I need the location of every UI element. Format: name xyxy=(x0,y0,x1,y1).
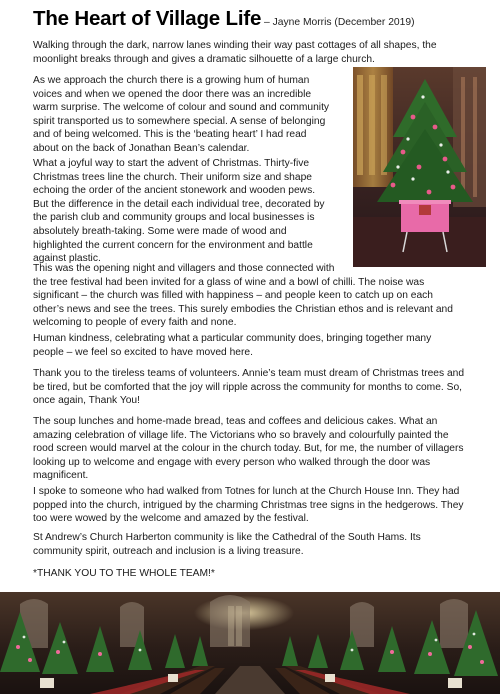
text-line: highlighted the current concern for the environment and battle xyxy=(33,239,313,251)
paragraph-thanks xyxy=(33,367,473,408)
paragraph-st-andrews xyxy=(33,531,473,558)
paragraph-soup-lunches xyxy=(33,415,473,483)
text-line: rood screen would marvel at the colour in the church today. But, for me, the number of villagers xyxy=(33,443,464,455)
text-line: As we approach the church there is a growing hum of human xyxy=(33,75,310,86)
text-line: significant – the church was filled with happiness – and people keen to catch up on each xyxy=(33,290,434,302)
text-line: moonlight breaks through and gives a dramatic silhouette of a large church. xyxy=(33,53,375,65)
paragraph-approach xyxy=(33,74,345,156)
paragraph-totnes xyxy=(33,485,473,526)
text-line: absolutely breath-taking. Some were made of wood and xyxy=(33,225,287,237)
text-line: Human kindness, celebrating what a particular community does, bringing together many xyxy=(33,333,432,344)
text-line: the tree festival had been invited for a glass of wine and a bowl of chilli. The noise was xyxy=(33,276,425,288)
text-line: Thank you to the tireless teams of volunteers. Annie’s team must dream of Christmas trees and xyxy=(33,368,465,379)
text-line: other’s news and see the trees. This surely embodies the Christian ethos and is relevant and xyxy=(33,303,453,315)
text-line: about on the back of Jonathan Bean’s calendar. xyxy=(33,142,250,154)
text-line: St Andrew’s Church Harberton community is like the Cathedral of the South Hams. Its xyxy=(33,532,421,543)
text-line: amazing celebration of village life. The Victorians who so bravely and colourfully painted the xyxy=(33,429,449,441)
text-line: This was the opening night and villagers and those connected with xyxy=(33,263,335,274)
paragraph-kindness xyxy=(33,332,473,359)
text-line: the parish club and community groups and local businesses is xyxy=(33,212,315,224)
text-line: echoing the order of the ancient stonework and wooden pews. xyxy=(33,185,316,197)
text-line: popped into the church, intrigued by the charming Christmas tree signs in the hedgerows. They xyxy=(33,499,464,511)
paragraph-intro xyxy=(33,39,473,66)
text-line: once again, Thank You! xyxy=(33,395,140,407)
church-panorama-photo xyxy=(0,592,500,694)
text-line: warm surprise. The welcome of colour and sound and community xyxy=(33,102,330,114)
text-line: welcoming to people of every faith and none. xyxy=(33,317,237,329)
article-byline: – Jayne Morris (December 2019) xyxy=(261,17,415,28)
text-line: community spirit, outreach and inclusion is a living treasure. xyxy=(33,545,304,557)
text-line: But the difference in the detail each individual tree, decorated by xyxy=(33,198,325,210)
paragraph-opening-night xyxy=(33,262,473,330)
text-line: and of being welcomed. This is the ‘beating heart’ I had read xyxy=(33,129,307,141)
text-line: voices and when we opened the door there was an incredible xyxy=(33,88,312,100)
text-line: The soup lunches and home-made bread, teas and coffees and delicious cakes. What an xyxy=(33,416,438,427)
text-line: I spoke to someone who had walked from Totnes for lunch at the Church House Inn. They had xyxy=(33,486,460,497)
article-header xyxy=(33,7,415,31)
paragraph-advent xyxy=(33,157,345,266)
text-line: *THANK YOU TO THE WHOLE TEAM!* xyxy=(33,568,215,579)
text-line: people – we feel so excited to have moved here. xyxy=(33,346,253,358)
text-line: spirit transported us to somewhere special. A sense of belonging xyxy=(33,115,326,127)
text-line: Walking through the dark, narrow lanes winding their way past cottages of all shapes, the xyxy=(33,40,437,51)
text-line: looking up to welcome and engage with every person who walked through the door was xyxy=(33,456,431,468)
paragraph-closing xyxy=(33,567,473,581)
text-line: magnificent. xyxy=(33,470,89,482)
christmas-tree-photo xyxy=(353,67,486,267)
text-line: Christmas trees line the church. Their uniform size and shape xyxy=(33,171,312,183)
text-line: against plastic. xyxy=(33,253,101,265)
text-line: What a joyful way to start the advent of Christmas. Thirty-five xyxy=(33,158,310,169)
text-line: too were wowed by the welcome and amazed by the festival. xyxy=(33,513,309,525)
text-line: be tired, but be comforted that the joy will ripple across the community for months to come. So, xyxy=(33,381,462,393)
article-title: The Heart of Village Life xyxy=(33,7,262,30)
